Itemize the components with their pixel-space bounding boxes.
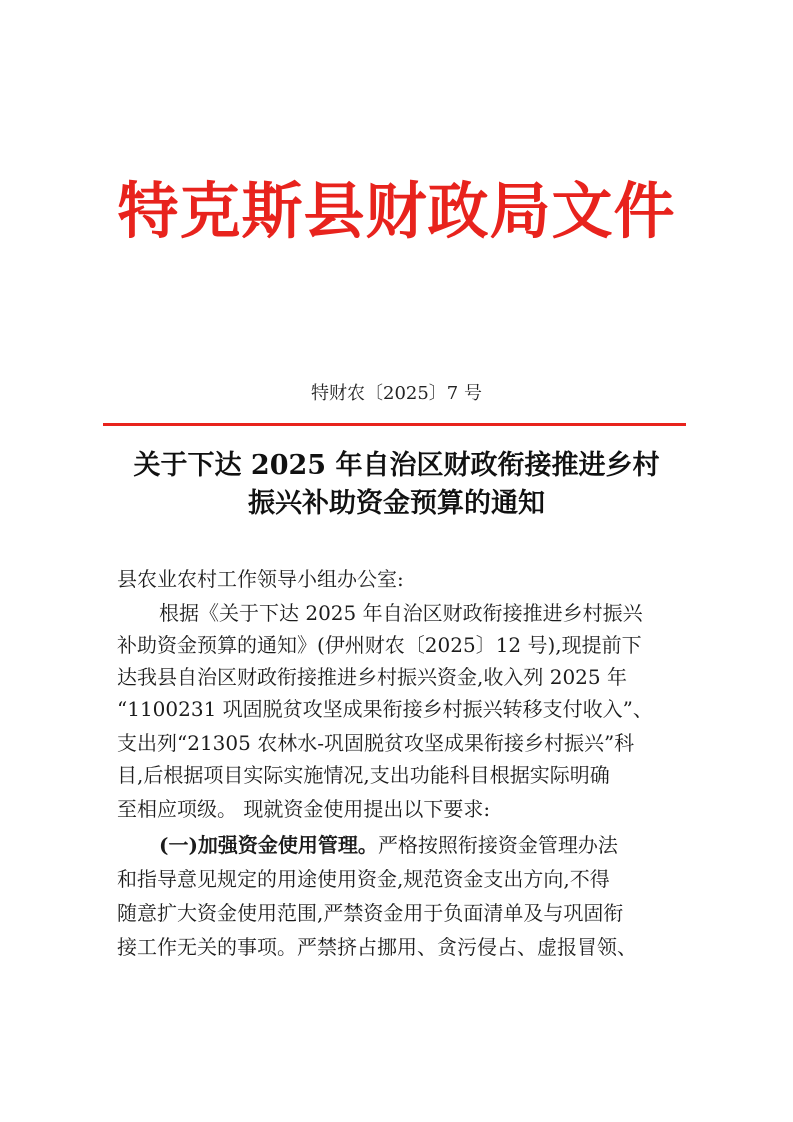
- section-1-line: 和指导意见规定的用途使用资金,规范资金支出方向,不得: [117, 867, 610, 891]
- paragraph-line: “1100231 巩固脱贫攻坚成果衔接乡村振兴转移支付收入”、: [117, 697, 653, 721]
- paragraph-line: 根据《关于下达 2025 年自治区财政衔接推进乡村振兴: [159, 601, 643, 625]
- masthead-title: 特克斯县财政局文件: [117, 176, 676, 247]
- paragraph-line: 至相应项级。 现就资金使用提出以下要求:: [117, 797, 491, 821]
- document-number: 特财农〔2025〕7 号: [311, 383, 482, 404]
- notice-title-line-1: 关于下达 2025 年自治区财政衔接推进乡村: [133, 450, 660, 481]
- notice-title-line-2: 振兴补助资金预算的通知: [248, 488, 545, 519]
- paragraph-line: 补助资金预算的通知》(伊州财农〔2025〕12 号),现提前下: [117, 633, 642, 657]
- section-1-line: 接工作无关的事项。严禁挤占挪用、贪污侵占、虚报冒领、: [117, 935, 637, 959]
- paragraph-line: 支出列“21305 农林水-巩固脱贫攻坚成果衔接乡村振兴”科: [117, 731, 635, 755]
- salutation: 县农业农村工作领导小组办公室:: [117, 567, 404, 591]
- paragraph-line: 目,后根据项目实际实施情况,支出功能科目根据实际明确: [117, 763, 610, 787]
- red-divider-line: [103, 423, 686, 426]
- paragraph-line: 达我县自治区财政衔接推进乡村振兴资金,收入列 2025 年: [117, 665, 627, 689]
- section-1-first-line: [159, 830, 618, 860]
- section-1-heading: (一)加强资金使用管理。: [159, 833, 378, 857]
- section-1-line: 随意扩大资金使用范围,严禁资金用于负面清单及与巩固衔: [117, 901, 624, 925]
- section-1-text: 严格按照衔接资金管理办法: [377, 833, 618, 857]
